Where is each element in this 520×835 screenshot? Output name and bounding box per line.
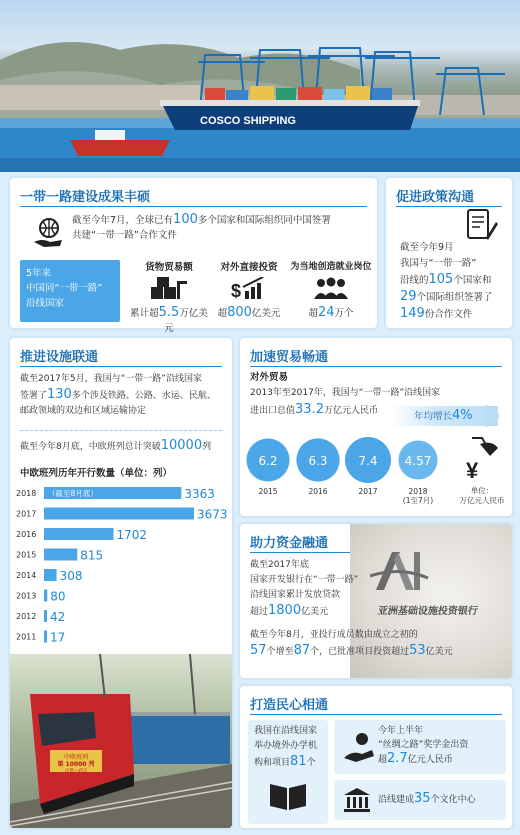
policy-line5 [400, 306, 510, 323]
policy-docs-num: 149 [400, 306, 425, 321]
train-illustration [10, 654, 232, 828]
scholarship-text [378, 724, 506, 767]
stat-goods-num: 5.5 [158, 305, 180, 320]
infra-para2 [20, 438, 230, 455]
finance-panel [240, 524, 512, 678]
belt-road-title: 一带一路建设成果丰硕 [20, 189, 151, 204]
schools-box [248, 720, 328, 824]
finance-line6 [250, 643, 510, 660]
trade-line1: 2013年至2017年，我国与“一带一路”沿线国家 [250, 388, 441, 398]
stat-goods-post: 万亿美元 [164, 308, 208, 334]
train-sign-line3: 汉堡—武汉 [64, 769, 88, 774]
finance-l6-mid: 个增至 [266, 647, 294, 657]
title-underline [20, 366, 222, 367]
people-panel [240, 686, 512, 828]
intro-number: 100 [173, 212, 198, 227]
hero-photo [0, 0, 520, 172]
bar-category-label: 2018 [16, 489, 37, 498]
policy-l3-pre: 沿线的 [400, 275, 429, 286]
schools-line3 [254, 754, 332, 771]
bar-category-label: 2011 [16, 632, 37, 642]
stat-investment [214, 260, 284, 321]
infra-p1-line3: 邮政领域的双边和区域运输协定 [20, 406, 147, 416]
bar-value-label: 815 [80, 548, 104, 563]
bubble-year-label: (1至7月) [402, 496, 434, 505]
train-sign-line2: 第 10000 列 [57, 761, 95, 768]
policy-line3 [400, 272, 510, 289]
infra-p1-post: 多个涉及铁路、公路、水运、民航、 [71, 391, 216, 401]
scholarship-num: 2.7 [387, 751, 408, 766]
bar-category-label: 2014 [16, 571, 37, 580]
aiib-current-members: 87 [293, 643, 311, 658]
bar-value-label: 1702 [116, 528, 148, 542]
stat-jobs-pre: 超 [308, 308, 318, 319]
finance-l6-post: 亿美元 [425, 647, 453, 657]
bar-value-label: 42 [50, 610, 66, 624]
infra-para1 [20, 372, 230, 419]
title-underline [250, 366, 502, 367]
trade-subtitle: 对外贸易 [250, 372, 289, 383]
train-bar [44, 631, 47, 643]
infra-p2-pre: 截至今年8月底，中欧班列总计突破 [20, 442, 161, 452]
bubble-year-label: 2016 [308, 487, 328, 496]
bar-value-label: 80 [50, 589, 66, 604]
bar-value-label: 308 [59, 569, 83, 583]
train-bar-chart [14, 484, 228, 652]
stat-jobs-num: 24 [317, 305, 335, 320]
bubble-value-label: 7.4 [358, 454, 378, 468]
train-bar [44, 508, 194, 520]
bar-category-label: 2012 [16, 612, 37, 621]
aiib-stone-text: 亚洲基础设施投资银行 [376, 606, 479, 617]
trade-line2 [250, 402, 378, 419]
svg-text:$: $ [231, 281, 242, 301]
stat-goods-value [128, 305, 210, 336]
finance-l4-post: 亿美元 [301, 607, 329, 617]
trade-l2-post: 万亿元人民币 [323, 406, 378, 416]
policy-panel [386, 178, 512, 328]
culture-post: 个文化中心 [430, 795, 476, 805]
aiib-initial-members: 57 [250, 643, 267, 658]
schools-line2: 举办境外办学机 [254, 741, 318, 751]
infra-p2-post: 列 [202, 442, 212, 452]
divider [20, 430, 222, 431]
culture-centers-num: 35 [414, 791, 431, 806]
stat-invest-post: 亿美元 [251, 308, 281, 319]
bubble-value-label: 6.3 [308, 454, 328, 468]
ship-name-text: COSCO SHIPPING [200, 115, 296, 127]
dollar-growth-icon [229, 277, 269, 301]
finance-line4 [250, 603, 400, 620]
finance-loan-num: 1800 [268, 603, 302, 618]
train-bar [44, 528, 114, 540]
stat-goods-pre: 累计超 [130, 308, 159, 319]
bubble-year-label: 2015 [258, 487, 278, 496]
finance-line5: 截至今年8月，亚投行成员数由成立之初的 [250, 630, 418, 640]
infra-title: 推进设施联通 [20, 349, 99, 364]
trade-panel [240, 338, 512, 516]
growth-pre: 年均增长 [414, 411, 453, 422]
policy-line4 [400, 289, 510, 306]
five-years-text: 5年来 中国同“一带一路” 沿线国家 [26, 268, 103, 309]
people-title: 打造民心相通 [250, 697, 329, 712]
belt-road-intro [72, 212, 372, 243]
train-bar [44, 590, 47, 602]
scholarship-line1: 今年上半年 [378, 726, 424, 736]
policy-title: 促进政策沟通 [396, 189, 475, 204]
train-bar [44, 610, 47, 622]
stat-invest-num: 800 [227, 305, 252, 320]
stat-invest-label: 对外直接投资 [220, 262, 278, 273]
hand-coin-icon [342, 730, 376, 764]
bar-category-label: 2016 [16, 530, 37, 539]
open-book-icon [268, 780, 308, 812]
infra-p1-line2 [20, 387, 230, 404]
people-icon [311, 277, 351, 301]
train-bar [44, 569, 57, 581]
scholarship-box [334, 720, 506, 774]
stat-invest-value [214, 305, 284, 321]
hand-yuan-icon [458, 434, 502, 484]
finance-para1 [250, 558, 400, 620]
port-scene-illustration [0, 0, 520, 172]
five-years-box [20, 260, 120, 322]
trade-l2-pre: 进出口总值 [250, 406, 296, 416]
policy-l5-post: 份合作文件 [424, 309, 473, 320]
train-bar [44, 549, 77, 561]
policy-l3-post: 个国家和 [453, 275, 492, 286]
stat-goods-label: 货物贸易额 [145, 262, 193, 273]
bar-category-label: 2013 [16, 591, 37, 601]
train-photo [10, 654, 232, 828]
arrow-right-icon [486, 404, 500, 428]
bar-note-label: （截至8月底） [48, 489, 98, 498]
globe-hand-icon [32, 216, 66, 250]
bar-value-label: 3673 [197, 507, 228, 522]
infra-p1-pre: 签署了 [20, 391, 48, 401]
title-underline [20, 206, 367, 207]
trade-bubble-chart [246, 434, 458, 514]
growth-rate: 4% [452, 408, 473, 423]
scholarship-line3 [378, 752, 506, 767]
intro-line2: 共建“一带一路”合作文件 [72, 230, 177, 241]
scholarship-line2: “丝绸之路”奖学金出资 [378, 740, 469, 750]
title-underline [250, 714, 502, 715]
schools-num: 81 [290, 754, 307, 769]
scholarship-l3-pre: 超 [378, 755, 388, 765]
finance-title: 助力资金融通 [250, 535, 329, 550]
schools-text [254, 724, 332, 771]
title-underline [250, 552, 350, 553]
bubble-year-label: 2017 [358, 487, 378, 496]
bar-value-label: 17 [50, 630, 66, 645]
bar-category-label: 2015 [16, 550, 37, 560]
aiib-investment-num: 53 [409, 643, 426, 658]
finance-line2: 国家开发银行在“一带一路” [250, 575, 359, 585]
infra-p1-line1: 截至2017年5月，我国与“一带一路”沿线国家 [20, 374, 202, 384]
growth-arrow-banner [390, 406, 498, 426]
train-chart-title: 中欧班列历年开行数量（单位：列） [20, 468, 173, 479]
infra-agreements-num: 130 [47, 387, 72, 402]
bar-category-label: 2017 [16, 509, 37, 519]
policy-line1: 截至今年9月 [400, 242, 454, 253]
bar-value-label: 3363 [184, 487, 215, 501]
intro-pre: 截至今年7月，全球已有 [72, 215, 174, 226]
stat-jobs [288, 260, 374, 321]
finance-l4-pre: 超过 [250, 607, 269, 617]
belt-road-panel [10, 178, 377, 334]
policy-orgs-num: 29 [400, 289, 417, 304]
bubble-year-label: 2018 [408, 487, 428, 496]
infra-panel [10, 338, 232, 828]
trade-unit: 单位： 万亿元人民币 [459, 486, 505, 505]
intro-post: 多个国家和国际组织同中国签署 [197, 215, 331, 226]
policy-countries-num: 105 [428, 272, 454, 287]
schools-l3-pre: 构和项目 [254, 758, 291, 768]
finance-line3: 沿线国家累计发放贷款 [250, 590, 341, 600]
trade-total-num: 33.2 [295, 402, 324, 417]
schools-line1: 我国在沿线国家 [254, 726, 318, 736]
culture-pre: 沿线建成 [378, 795, 415, 805]
schools-l3-post: 个 [306, 758, 316, 768]
bubble-value-label: 6.2 [258, 454, 278, 468]
stat-jobs-label: 为当地创造就业岗位 [290, 262, 372, 272]
finance-l6-mid2: 个，已批准项目投资超过 [310, 647, 410, 657]
stat-jobs-post: 万个 [334, 308, 354, 319]
culture-centers-box [334, 780, 506, 820]
svg-text:¥: ¥ [466, 458, 479, 480]
stat-invest-pre: 超 [217, 308, 228, 319]
bubble-value-label: 4.57 [404, 454, 432, 468]
stat-goods-trade [128, 260, 210, 336]
finance-line1: 截至2017年底 [250, 560, 309, 570]
scholarship-l3-post: 亿元人民币 [407, 755, 453, 765]
title-underline [396, 206, 502, 207]
crates-icon [149, 277, 189, 301]
finance-para2 [250, 628, 510, 660]
infra-trains-total: 10000 [160, 438, 203, 453]
museum-building-icon [344, 788, 370, 812]
culture-centers-text [378, 791, 476, 808]
trade-title: 加速贸易畅通 [250, 349, 329, 364]
train-sign-line1: 中欧班列 [63, 754, 89, 761]
policy-line2: 我国与“一带一路” [400, 258, 477, 269]
policy-l4-post: 个国际组织签署了 [416, 292, 493, 303]
growth-text [414, 408, 473, 424]
stat-jobs-value [288, 305, 374, 321]
policy-text [400, 240, 510, 323]
